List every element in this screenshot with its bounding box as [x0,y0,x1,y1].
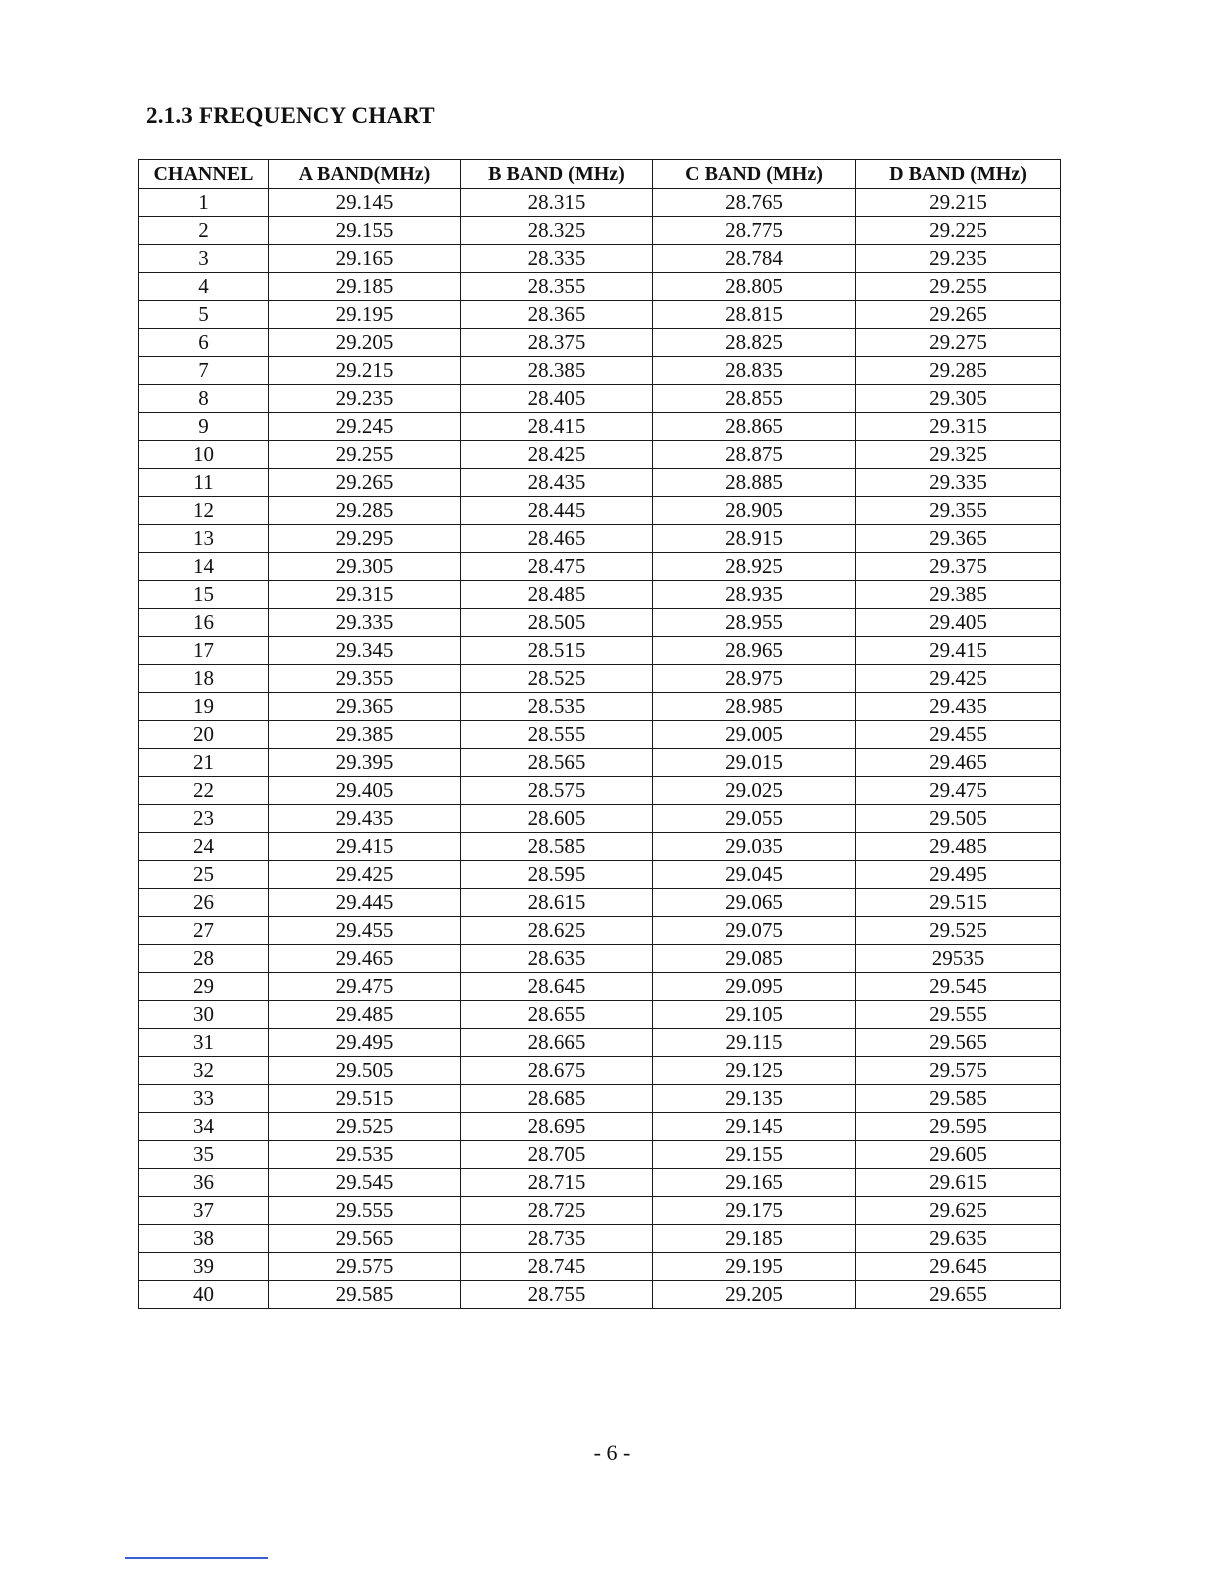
d-band-cell: 29.355 [856,497,1061,525]
d-band-cell: 29.605 [856,1141,1061,1169]
c-band-cell: 29.105 [653,1001,856,1029]
d-band-cell: 29.495 [856,861,1061,889]
channel-cell: 25 [139,861,269,889]
table-row [139,637,1061,665]
a-band-cell: 29.525 [269,1113,461,1141]
b-band-cell: 28.475 [461,553,653,581]
table-row [139,1085,1061,1113]
a-band-cell: 29.365 [269,693,461,721]
b-band-cell: 28.615 [461,889,653,917]
b-band-cell: 28.375 [461,329,653,357]
c-band-cell: 29.035 [653,833,856,861]
channel-cell: 13 [139,525,269,553]
table-row [139,945,1061,973]
b-band-cell: 28.715 [461,1169,653,1197]
a-band-cell: 29.285 [269,497,461,525]
channel-cell: 5 [139,301,269,329]
d-band-cell: 29.435 [856,693,1061,721]
c-band-cell: 29.135 [653,1085,856,1113]
b-band-cell: 28.485 [461,581,653,609]
table-row [139,413,1061,441]
a-band-cell: 29.555 [269,1197,461,1225]
c-band-cell: 28.935 [653,581,856,609]
a-band-cell: 29.445 [269,889,461,917]
b-band-cell: 28.625 [461,917,653,945]
a-band-cell: 29.265 [269,469,461,497]
a-band-cell: 29.155 [269,217,461,245]
d-band-cell: 29.635 [856,1225,1061,1253]
frequency-table [138,159,1061,1309]
a-band-cell: 29.405 [269,777,461,805]
d-band-cell: 29.645 [856,1253,1061,1281]
d-band-cell: 29.545 [856,973,1061,1001]
channel-cell: 31 [139,1029,269,1057]
a-band-cell: 29.195 [269,301,461,329]
c-band-cell: 28.965 [653,637,856,665]
channel-cell: 22 [139,777,269,805]
d-band-cell: 29.555 [856,1001,1061,1029]
b-band-cell: 28.445 [461,497,653,525]
b-band-cell: 28.405 [461,385,653,413]
c-band-cell: 28.875 [653,441,856,469]
d-band-cell: 29.565 [856,1029,1061,1057]
table-row [139,1029,1061,1057]
a-band-cell: 29.165 [269,245,461,273]
table-row [139,917,1061,945]
table-row [139,1057,1061,1085]
table-row [139,665,1061,693]
b-band-cell: 28.705 [461,1141,653,1169]
c-band-cell: 28.784 [653,245,856,273]
d-band-cell: 29.625 [856,1197,1061,1225]
d-band-cell: 29.575 [856,1057,1061,1085]
d-band-cell: 29.455 [856,721,1061,749]
header-a-band: A BAND(MHz) [269,160,461,189]
a-band-cell: 29.505 [269,1057,461,1085]
c-band-cell: 28.775 [653,217,856,245]
d-band-cell: 29.525 [856,917,1061,945]
b-band-cell: 28.735 [461,1225,653,1253]
channel-cell: 23 [139,805,269,833]
c-band-cell: 29.195 [653,1253,856,1281]
channel-cell: 12 [139,497,269,525]
a-band-cell: 29.535 [269,1141,461,1169]
table-row [139,777,1061,805]
channel-cell: 20 [139,721,269,749]
channel-cell: 2 [139,217,269,245]
a-band-cell: 29.305 [269,553,461,581]
channel-cell: 29 [139,973,269,1001]
c-band-cell: 29.145 [653,1113,856,1141]
b-band-cell: 28.655 [461,1001,653,1029]
b-band-cell: 28.685 [461,1085,653,1113]
c-band-cell: 29.185 [653,1225,856,1253]
c-band-cell: 29.205 [653,1281,856,1309]
header-b-band: B BAND (MHz) [461,160,653,189]
a-band-cell: 29.315 [269,581,461,609]
a-band-cell: 29.215 [269,357,461,385]
c-band-cell: 29.075 [653,917,856,945]
table-row [139,1169,1061,1197]
a-band-cell: 29.475 [269,973,461,1001]
table-row [139,357,1061,385]
d-band-cell: 29.225 [856,217,1061,245]
c-band-cell: 29.115 [653,1029,856,1057]
b-band-cell: 28.315 [461,189,653,217]
b-band-cell: 28.535 [461,693,653,721]
table-header-row [139,160,1061,189]
d-band-cell: 29.235 [856,245,1061,273]
channel-cell: 26 [139,889,269,917]
a-band-cell: 29.545 [269,1169,461,1197]
table-row [139,385,1061,413]
d-band-cell: 29.275 [856,329,1061,357]
b-band-cell: 28.725 [461,1197,653,1225]
b-band-cell: 28.565 [461,749,653,777]
table-row [139,469,1061,497]
channel-cell: 3 [139,245,269,273]
header-c-band: C BAND (MHz) [653,160,856,189]
table-row [139,1001,1061,1029]
d-band-cell: 29.505 [856,805,1061,833]
a-band-cell: 29.455 [269,917,461,945]
section-heading: 2.1.3 FREQUENCY CHART [146,103,435,128]
b-band-cell: 28.415 [461,413,653,441]
b-band-cell: 28.325 [461,217,653,245]
a-band-cell: 29.235 [269,385,461,413]
a-band-cell: 29.255 [269,441,461,469]
channel-cell: 40 [139,1281,269,1309]
d-band-cell: 29.585 [856,1085,1061,1113]
table-row [139,329,1061,357]
a-band-cell: 29.185 [269,273,461,301]
c-band-cell: 29.085 [653,945,856,973]
header-channel: CHANNEL [139,160,269,189]
table-row [139,1281,1061,1309]
d-band-cell: 29.255 [856,273,1061,301]
a-band-cell: 29.205 [269,329,461,357]
channel-cell: 39 [139,1253,269,1281]
channel-cell: 8 [139,385,269,413]
b-band-cell: 28.465 [461,525,653,553]
d-band-cell: 29.515 [856,889,1061,917]
c-band-cell: 29.045 [653,861,856,889]
d-band-cell: 29.285 [856,357,1061,385]
channel-cell: 37 [139,1197,269,1225]
table-row [139,889,1061,917]
b-band-cell: 28.645 [461,973,653,1001]
c-band-cell: 28.825 [653,329,856,357]
d-band-cell: 29.485 [856,833,1061,861]
a-band-cell: 29.345 [269,637,461,665]
a-band-cell: 29.465 [269,945,461,973]
table-row [139,441,1061,469]
channel-cell: 36 [139,1169,269,1197]
c-band-cell: 29.025 [653,777,856,805]
table-row [139,189,1061,217]
d-band-cell: 29.405 [856,609,1061,637]
d-band-cell: 29.415 [856,637,1061,665]
table-row [139,721,1061,749]
a-band-cell: 29.565 [269,1225,461,1253]
c-band-cell: 29.175 [653,1197,856,1225]
a-band-cell: 29.335 [269,609,461,637]
channel-cell: 30 [139,1001,269,1029]
b-band-cell: 28.755 [461,1281,653,1309]
c-band-cell: 28.985 [653,693,856,721]
channel-cell: 4 [139,273,269,301]
channel-cell: 21 [139,749,269,777]
a-band-cell: 29.385 [269,721,461,749]
c-band-cell: 28.975 [653,665,856,693]
b-band-cell: 28.435 [461,469,653,497]
channel-cell: 19 [139,693,269,721]
d-band-cell: 29.215 [856,189,1061,217]
table-row [139,805,1061,833]
channel-cell: 24 [139,833,269,861]
a-band-cell: 29.435 [269,805,461,833]
b-band-cell: 28.425 [461,441,653,469]
d-band-cell: 29.655 [856,1281,1061,1309]
a-band-cell: 29.515 [269,1085,461,1113]
b-band-cell: 28.595 [461,861,653,889]
d-band-cell: 29.365 [856,525,1061,553]
channel-cell: 18 [139,665,269,693]
table-row [139,525,1061,553]
c-band-cell: 28.885 [653,469,856,497]
channel-cell: 16 [139,609,269,637]
table-row [139,1113,1061,1141]
table-row [139,581,1061,609]
channel-cell: 28 [139,945,269,973]
footer-rule [125,1557,268,1559]
a-band-cell: 29.585 [269,1281,461,1309]
c-band-cell: 29.065 [653,889,856,917]
d-band-cell: 29.425 [856,665,1061,693]
channel-cell: 6 [139,329,269,357]
a-band-cell: 29.485 [269,1001,461,1029]
page-number: - 6 - [593,1440,631,1465]
b-band-cell: 28.695 [461,1113,653,1141]
c-band-cell: 28.765 [653,189,856,217]
a-band-cell: 29.395 [269,749,461,777]
a-band-cell: 29.145 [269,189,461,217]
c-band-cell: 29.015 [653,749,856,777]
channel-cell: 11 [139,469,269,497]
table-row [139,553,1061,581]
c-band-cell: 29.005 [653,721,856,749]
b-band-cell: 28.555 [461,721,653,749]
channel-cell: 14 [139,553,269,581]
channel-cell: 1 [139,189,269,217]
a-band-cell: 29.245 [269,413,461,441]
b-band-cell: 28.385 [461,357,653,385]
d-band-cell: 29.385 [856,581,1061,609]
d-band-cell: 29.325 [856,441,1061,469]
a-band-cell: 29.495 [269,1029,461,1057]
b-band-cell: 28.365 [461,301,653,329]
d-band-cell: 29.475 [856,777,1061,805]
c-band-cell: 28.905 [653,497,856,525]
b-band-cell: 28.585 [461,833,653,861]
c-band-cell: 29.055 [653,805,856,833]
d-band-cell: 29.465 [856,749,1061,777]
table-row [139,1253,1061,1281]
c-band-cell: 28.855 [653,385,856,413]
channel-cell: 33 [139,1085,269,1113]
table-row [139,1197,1061,1225]
c-band-cell: 29.095 [653,973,856,1001]
c-band-cell: 28.865 [653,413,856,441]
channel-cell: 35 [139,1141,269,1169]
a-band-cell: 29.425 [269,861,461,889]
table-row [139,609,1061,637]
b-band-cell: 28.635 [461,945,653,973]
table-row [139,497,1061,525]
c-band-cell: 29.165 [653,1169,856,1197]
channel-cell: 15 [139,581,269,609]
c-band-cell: 29.125 [653,1057,856,1085]
table-row [139,973,1061,1001]
a-band-cell: 29.415 [269,833,461,861]
c-band-cell: 28.915 [653,525,856,553]
channel-cell: 9 [139,413,269,441]
d-band-cell: 29.315 [856,413,1061,441]
table-row [139,861,1061,889]
table-row [139,1225,1061,1253]
table-row [139,245,1061,273]
d-band-cell: 29.305 [856,385,1061,413]
b-band-cell: 28.355 [461,273,653,301]
b-band-cell: 28.515 [461,637,653,665]
channel-cell: 38 [139,1225,269,1253]
table-row [139,273,1061,301]
b-band-cell: 28.335 [461,245,653,273]
channel-cell: 27 [139,917,269,945]
c-band-cell: 29.155 [653,1141,856,1169]
channel-cell: 17 [139,637,269,665]
channel-cell: 7 [139,357,269,385]
b-band-cell: 28.605 [461,805,653,833]
b-band-cell: 28.745 [461,1253,653,1281]
c-band-cell: 28.835 [653,357,856,385]
table-row [139,301,1061,329]
d-band-cell: 29.595 [856,1113,1061,1141]
c-band-cell: 28.955 [653,609,856,637]
channel-cell: 32 [139,1057,269,1085]
table-row [139,693,1061,721]
table-row [139,1141,1061,1169]
c-band-cell: 28.805 [653,273,856,301]
table-row [139,833,1061,861]
b-band-cell: 28.575 [461,777,653,805]
b-band-cell: 28.665 [461,1029,653,1057]
d-band-cell: 29.335 [856,469,1061,497]
c-band-cell: 28.815 [653,301,856,329]
b-band-cell: 28.675 [461,1057,653,1085]
b-band-cell: 28.505 [461,609,653,637]
d-band-cell: 29.375 [856,553,1061,581]
header-d-band: D BAND (MHz) [856,160,1061,189]
c-band-cell: 28.925 [653,553,856,581]
d-band-cell: 29535 [856,945,1061,973]
a-band-cell: 29.355 [269,665,461,693]
table-row [139,749,1061,777]
channel-cell: 10 [139,441,269,469]
d-band-cell: 29.265 [856,301,1061,329]
channel-cell: 34 [139,1113,269,1141]
table-body [139,189,1061,1309]
d-band-cell: 29.615 [856,1169,1061,1197]
table-row [139,217,1061,245]
a-band-cell: 29.575 [269,1253,461,1281]
a-band-cell: 29.295 [269,525,461,553]
b-band-cell: 28.525 [461,665,653,693]
